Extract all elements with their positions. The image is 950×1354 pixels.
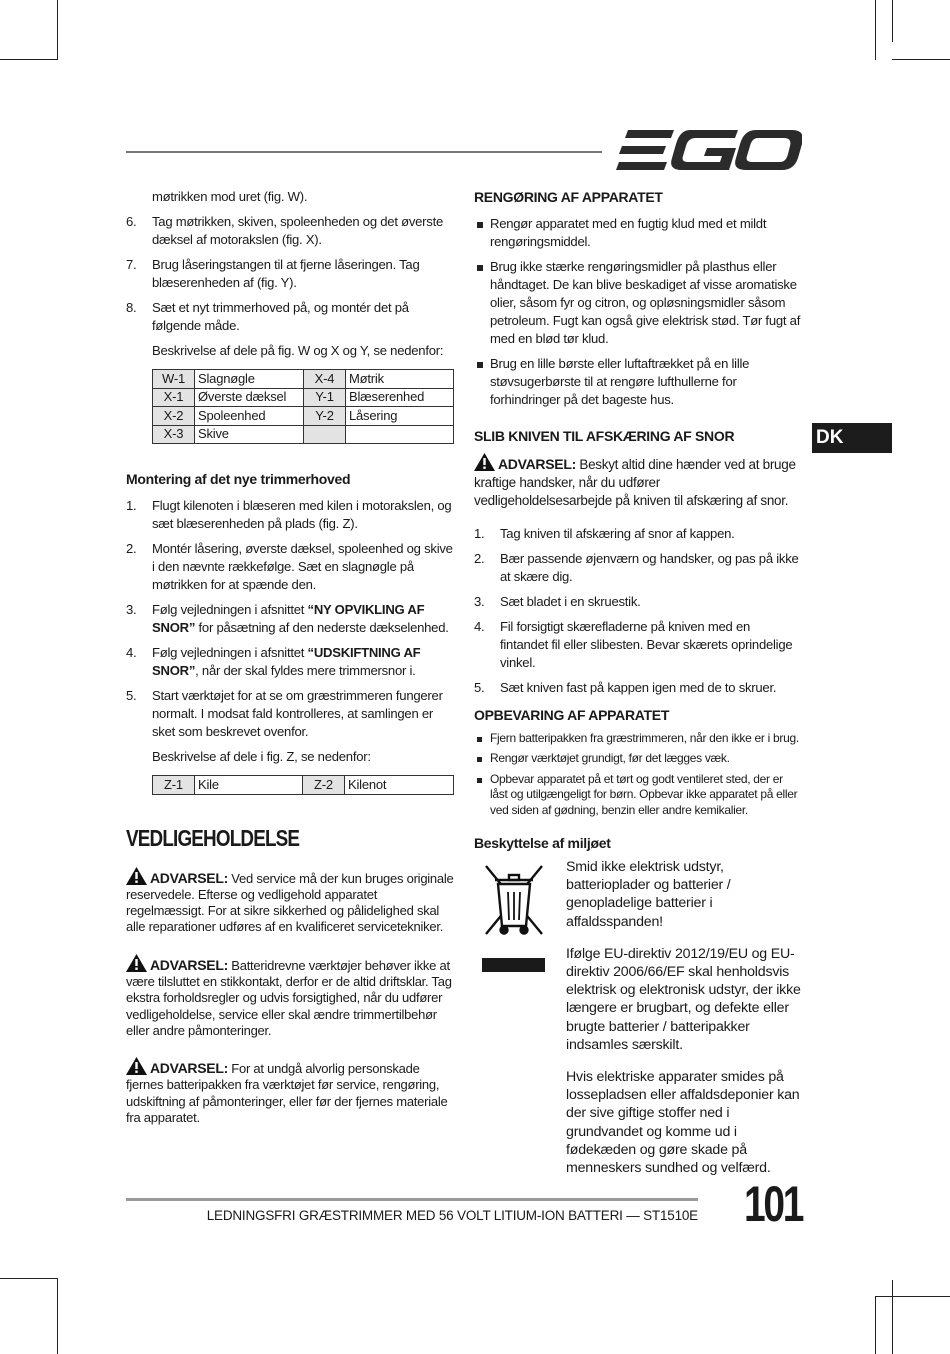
warning-icon [126,867,147,885]
left-column [126,188,454,1144]
footer-rule [126,1198,698,1201]
mount-heading: Montering af det nye trimmerhoved [126,471,351,487]
cleaning-list [474,215,801,409]
cleaning-heading: RENGØRING AF APPARATET [474,189,663,205]
maintenance-heading: VEDLIGEHOLDELSE [126,824,300,851]
table-row: X-2 Spoleenhed Y-2 Låsering [153,407,454,426]
list-item: 8. Sæt et nyt trimmerhoved på, og montér det på følgende måde. [126,300,409,333]
list-item: 1. Tag kniven til afskæring af snor af kappen. [474,526,735,541]
sharpen-heading: SLIB KNIVEN TIL AFSKÆRING AF SNOR [474,428,735,444]
parts-table [152,369,454,444]
page-number: 101 [744,1176,803,1232]
warning-block: ADVARSEL: For at undgå alvorlig personskade fjernes batteripakken fra værktøjet før service, rengøring, udskiftning af påmonteringer, eller før der fjernes materiale fra apparatet. [126,1057,454,1126]
crop-mark [892,0,893,42]
list-item: 1. Flugt kilenoten i blæseren med kilen i motorakslen, og sæt blæserenheden på plads (fig. Z). [126,498,452,531]
header-rule [126,151,602,153]
removal-steps [126,213,454,335]
crop-mark [57,1278,58,1354]
mount-steps [126,497,454,741]
list-item: 3. Sæt bladet i en skruestik. [474,594,641,609]
z-description: Beskrivelse af dele i fig. Z, se nedenfor: [152,749,371,764]
language-tab: DK [812,423,892,453]
warning-icon [126,954,147,972]
table-row: Z-1 Kile Z-2 Kilenot [153,776,454,795]
list-item: Fjern batteripakken fra græstrimmeren, når den ikke er i brug. [474,731,801,746]
crossed-bin-icon [482,862,546,938]
warning-icon [126,1057,147,1075]
crop-mark [875,1296,950,1297]
list-item: Brug en lille børste eller luftaftrækket på en lille støvsugerbørste til at rengøre lufthullerne for forhindringer på det bageste hus. [474,355,801,409]
warning-block: ADVARSEL: Beskyt altid dine hænder ved at bruge kraftige handsker, når du udfører vedligeholdelsesarbejde på kniven til afskæring af snor. [474,453,801,510]
list-item: Rengør apparatet med en fugtig klud med et mildt rengøringsmiddel. [474,215,801,251]
storage-heading: OPBEVARING AF APPARATET [474,707,670,723]
table-row: X-3 Skive [153,425,454,444]
warning-block: ADVARSEL: Ved service må der kun bruges originale reservedele. Efterse og vedligehold apparatet regelmæssigt. For at sikre sikkerhed og pålidelighed skal alle reparationer udføres af en kvalificeret servicetekniker. [126,867,454,936]
crop-mark [892,59,950,60]
environment-heading: Beskyttelse af miljøet [474,835,611,852]
table-row: W-1 Slagnøgle X-4 Møtrik [153,370,454,389]
crop-mark [875,1296,876,1354]
list-item: Rengør værktøjet grundigt, før det lægges væk. [474,751,801,766]
parts-description: Beskrivelse af dele på fig. W og X og Y, se nedenfor: [152,343,444,358]
crop-mark [0,1278,58,1279]
warning-block: ADVARSEL: Batteridrevne værktøjer behøver ikke at være tilsluttet en stikkontakt, derfor er de altid driftsklar. Tag ekstra forholdsregler og udvis forsigtighed, når du udfører vedligeholdelse, service eller skal ændre trimmertilbehør eller andre påmonteringer. [126,954,454,1039]
footer-title: LEDNINGSFRI GRÆSTRIMMER MED 56 VOLT LITIUM-ION BATTERI — ST1510E [206,1208,698,1223]
z-parts-table [152,775,454,795]
list-item: 4. Følg vejledningen i afsnittet “UDSKIFTNING AF SNOR”, når der skal fyldes mere trimmersnor i. [126,645,421,678]
paragraph: Hvis elektriske apparater smides på lossepladsen eller affaldsdeponier kan der sive giftige stoffer ned i grundvandet og komme ud i fødekæden og gøre skade på menneskers sundhed og velfærd. [566,1069,800,1177]
list-item: 2. Montér låsering, øverste dæksel, spoleenhed og skive i den nævnte rækkefølge. Sæt en slagnøgle på møtrikken for at spænde den. [126,541,453,592]
separate-collection-bar [482,958,545,972]
crop-mark [892,1280,893,1354]
sharpen-steps [474,525,801,697]
right-column [474,188,801,1191]
paragraph: Smid ikke elektrisk udstyr, batterioplader og batterier / genopladelige batterier i affaldsspanden! [566,859,731,930]
list-item: 2. Bær passende øjenværn og handsker, og pas på ikke at skære dig. [474,551,799,584]
paragraph: Ifølge EU-direktiv 2012/19/EU og EU-direktiv 2006/66/EF skal henholdsvis elektrisk og elektronisk udstyr, der ikke længere er brugbart, og defekte eller brugte batterier / batteripakker indsamles særskilt. [566,945,801,1053]
table-row: X-1 Øverste dæksel Y-1 Blæserenhed [153,388,454,407]
list-item: 4. Fil forsigtigt skærefladerne på kniven med en fintandet fil eller slibesten. Bevar skærets oprindelige vinkel. [474,619,793,670]
environment-text [566,858,801,1177]
list-item: 5. Start værktøjet for at se om græstrimmeren fungerer normalt. I modsat fald kontrolleres, at samlingen er sket som beskrevet ovenfor. [126,688,443,739]
crop-mark [0,59,58,60]
crop-mark [875,0,876,60]
step-continuation: møtrikken mod uret (fig. W). [152,189,308,204]
list-item: Opbevar apparatet på et tørt og godt ventileret sted, der er låst og utilgængeligt for børn. Opbevar ikke apparatet på eller ved siden af gødning, benzin eller andre kemikalier. [474,772,801,818]
list-item: 5. Sæt kniven fast på kappen igen med de to skruer. [474,680,777,695]
warning-icon [474,453,495,471]
list-item: 7. Brug låseringstangen til at fjerne låseringen. Tag blæserenheden af (fig. Y). [126,257,420,290]
list-item: 3. Følg vejledningen i afsnittet “NY OPVIKLING AF SNOR” for påsætning af den nederste dækselenhed. [126,602,449,635]
crop-mark [57,0,58,60]
ego-logo [616,128,802,174]
list-item: Brug ikke stærke rengøringsmidler på plasthus eller håndtaget. De kan blive beskadiget af visse aromatiske olier, såsom fyr og citron, og opløsningsmidler såsom petroleum. Fugt kan også give elektrisk stød. Tør fugt af med en blød tør klud. [474,258,801,348]
list-item: 6. Tag møtrikken, skiven, spoleenheden og det øverste dæksel af motorakslen (fig. X). [126,214,443,247]
environment-section [474,858,801,1177]
storage-list [474,731,801,818]
